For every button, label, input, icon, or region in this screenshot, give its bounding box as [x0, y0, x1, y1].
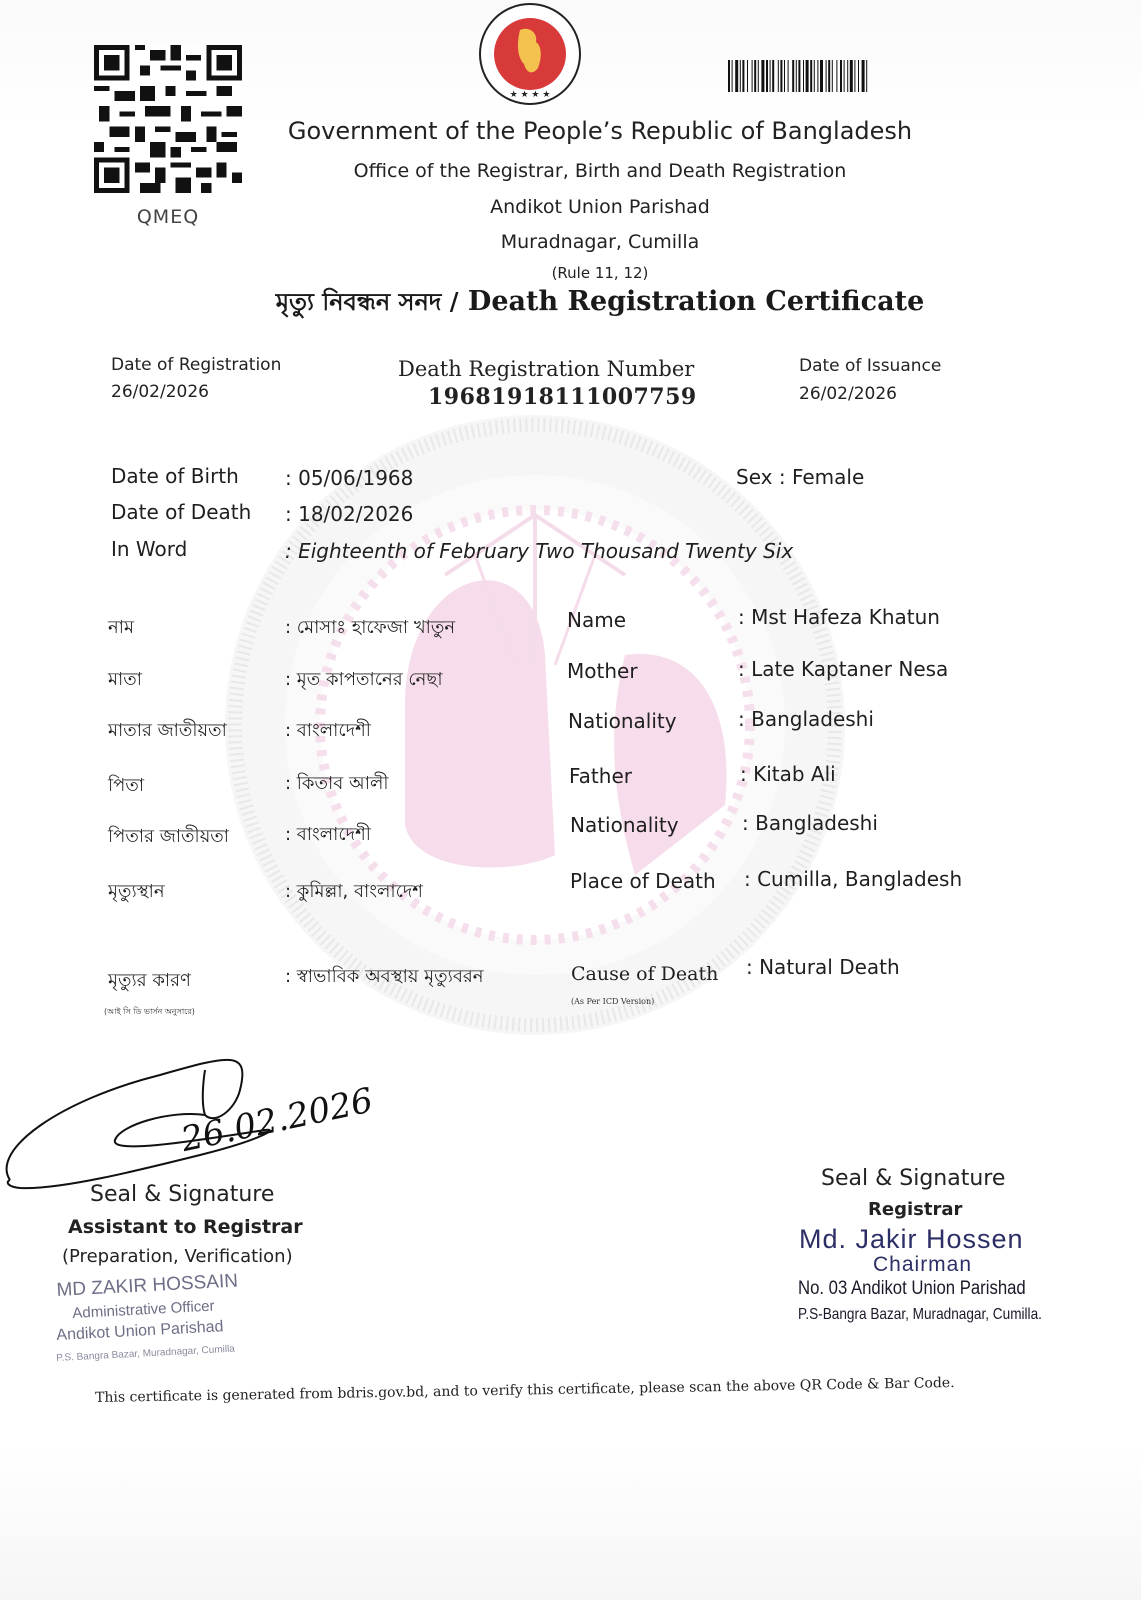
cause-of-death-value: : Natural Death — [746, 955, 900, 979]
assistant-stamp-name: MD ZAKIR HOSSAIN — [56, 1270, 239, 1301]
bn-mother-nationality-label: মাতার জাতীয়তা — [108, 720, 227, 741]
barcode-bar — [806, 60, 809, 92]
barcode-bar — [840, 60, 842, 92]
barcode-bar — [850, 60, 853, 92]
bn-place-of-death-label: মৃত্যুস্থান — [108, 881, 165, 902]
assistant-stamp-org: Andikot Union Parishad — [56, 1318, 224, 1344]
footer-note: This certificate is generated from bdris.gov.bd, and to verify this certificate, please scan the above QR Code & Bar Code. — [95, 1374, 955, 1406]
certificate-title-en: Death Registration Certificate — [467, 286, 925, 317]
mother-label: Mother — [567, 659, 638, 683]
qr-code[interactable] — [94, 45, 242, 193]
father-label: Father — [569, 764, 632, 788]
dod-label: Date of Death — [111, 500, 252, 524]
bn-mother-nationality-value: : বাংলাদেশী — [285, 720, 371, 741]
date-of-registration-value: 26/02/2026 — [111, 382, 209, 402]
registrar-stamp-address: P.S-Bangra Bazar, Muradnagar, Cumilla. — [798, 1306, 1042, 1323]
bn-cause-label: মৃত্যুর কারণ — [108, 970, 191, 991]
header-location: Muradnagar, Cumilla — [500, 231, 700, 253]
bn-father-value: : কিতাব আলী — [285, 773, 389, 794]
name-value: : Mst Hafeza Khatun — [738, 605, 940, 629]
date-of-issuance-value: 26/02/2026 — [799, 384, 897, 404]
date-of-issuance-label: Date of Issuance — [799, 356, 942, 376]
registrar-stamp-org: No. 03 Andikot Union Parishad — [798, 1278, 1026, 1299]
barcode-bar — [817, 60, 818, 92]
barcode-bar — [761, 60, 764, 92]
bn-name-value: : মোসাঃ হাফেজা খাতুন — [285, 617, 456, 638]
registrar-stamp-title: Chairman — [873, 1253, 973, 1276]
barcode-bar — [803, 60, 804, 92]
barcode-bar — [728, 60, 730, 92]
bn-name-label: নাম — [108, 617, 134, 638]
assistant-stamp-title: Administrative Officer — [72, 1297, 215, 1322]
bn-father-nationality-label: পিতার জাতীয়তা — [108, 826, 230, 847]
barcode-bar — [742, 60, 744, 92]
barcode-bar — [747, 60, 748, 92]
barcode-bar — [828, 60, 830, 92]
dob-label: Date of Birth — [111, 464, 239, 488]
barcode-bar — [847, 60, 848, 92]
handwritten-date: 26.02.2026 — [177, 1080, 377, 1160]
father-nationality-value: : Bangladeshi — [742, 811, 878, 835]
header-office: Office of the Registrar, Birth and Death Registration — [353, 160, 847, 182]
assistant-stamp-address: P.S. Bangra Bazar, Muradnagar, Cumilla — [56, 1343, 236, 1364]
assistant-seal-label: Seal & Signature — [90, 1182, 275, 1207]
barcode-bar — [732, 60, 733, 92]
barcode-bar — [820, 60, 823, 92]
barcode-bar — [778, 60, 779, 92]
registrar-seal-label: Seal & Signature — [821, 1166, 1006, 1191]
bn-father-label: পিতা — [108, 775, 145, 796]
barcode-bar — [780, 60, 782, 92]
barcode-bar — [858, 60, 859, 92]
cause-of-death-note: (As Per ICD Version) — [571, 997, 655, 1006]
barcode-bar — [832, 60, 833, 92]
bn-cause-note: (আই সি ডি ভার্সন অনুসারে) — [104, 1007, 195, 1016]
registration-number-label: Death Registration Number — [398, 357, 695, 381]
barcode-bar — [740, 60, 741, 92]
header-government: Government of the People’s Republic of Bangladesh — [287, 117, 913, 145]
barcode-bar — [788, 60, 789, 92]
barcode-bar — [836, 60, 837, 92]
barcode-bar — [766, 60, 768, 92]
registrar-role: Registrar — [868, 1199, 963, 1220]
mother-nationality-value: : Bangladeshi — [738, 707, 874, 731]
mother-nationality-label: Nationality — [568, 709, 677, 733]
sex-value: Sex : Female — [736, 465, 865, 489]
barcode-bar — [796, 60, 797, 92]
barcode-bar — [754, 60, 756, 92]
bn-father-nationality-value: : বাংলাদেশী — [285, 824, 371, 845]
bn-place-of-death-value: : কুমিল্লা, বাংলাদেশ — [285, 881, 423, 902]
place-of-death-value: : Cumilla, Bangladesh — [744, 867, 963, 891]
svg-text:★ ★ ★ ★: ★ ★ ★ ★ — [509, 90, 551, 100]
father-value: : Kitab Ali — [740, 762, 836, 786]
father-nationality-label: Nationality — [570, 813, 679, 837]
bn-mother-label: মাতা — [108, 669, 142, 690]
barcode-bar — [735, 60, 738, 92]
barcode-bar — [854, 60, 855, 92]
barcode-bar — [862, 60, 865, 92]
barcode-bar — [866, 60, 867, 92]
barcode-bar — [770, 60, 771, 92]
in-word-label: In Word — [111, 537, 188, 561]
barcode-bar — [758, 60, 759, 92]
header-rule: (Rule 11, 12) — [551, 264, 649, 282]
government-emblem — [468, 2, 592, 106]
certificate-title-bn: মৃত্যু নিবন্ধন সনদ / — [275, 287, 459, 316]
barcode-bar — [752, 60, 753, 92]
certificate-title — [240, 284, 960, 324]
in-word-value: : Eighteenth of February Two Thousand Twenty Six — [285, 539, 794, 563]
name-label: Name — [567, 608, 627, 632]
dod-value: : 18/02/2026 — [285, 502, 414, 526]
cause-of-death-label: Cause of Death — [571, 963, 719, 985]
header-union: Andikot Union Parishad — [490, 196, 710, 218]
dob-value: : 05/06/1968 — [285, 466, 414, 490]
barcode-bar — [798, 60, 800, 92]
registrar-stamp-name: Md. Jakir Hossen — [799, 1224, 1024, 1254]
bn-cause-value: : স্বাভাবিক অবস্থায় মৃত্যুবরন — [285, 966, 484, 987]
mother-value: : Late Kaptaner Nesa — [738, 657, 949, 681]
barcode[interactable] — [728, 60, 990, 92]
barcode-bar — [826, 60, 827, 92]
bn-mother-value: : মৃত কাপতানের নেছা — [285, 669, 443, 690]
barcode-bar — [784, 60, 785, 92]
barcode-bar — [844, 60, 845, 92]
qr-code-label: QMEQ — [136, 206, 200, 228]
assistant-sub: (Preparation, Verification) — [62, 1246, 293, 1267]
barcode-bar — [814, 60, 815, 92]
date-of-registration-label: Date of Registration — [111, 355, 282, 375]
assistant-role: Assistant to Registrar — [68, 1216, 303, 1238]
place-of-death-label: Place of Death — [570, 869, 716, 893]
registration-number-value: 19681918111007759 — [428, 384, 697, 410]
barcode-bar — [772, 60, 774, 92]
barcode-bar — [810, 60, 812, 92]
barcode-bar — [792, 60, 794, 92]
